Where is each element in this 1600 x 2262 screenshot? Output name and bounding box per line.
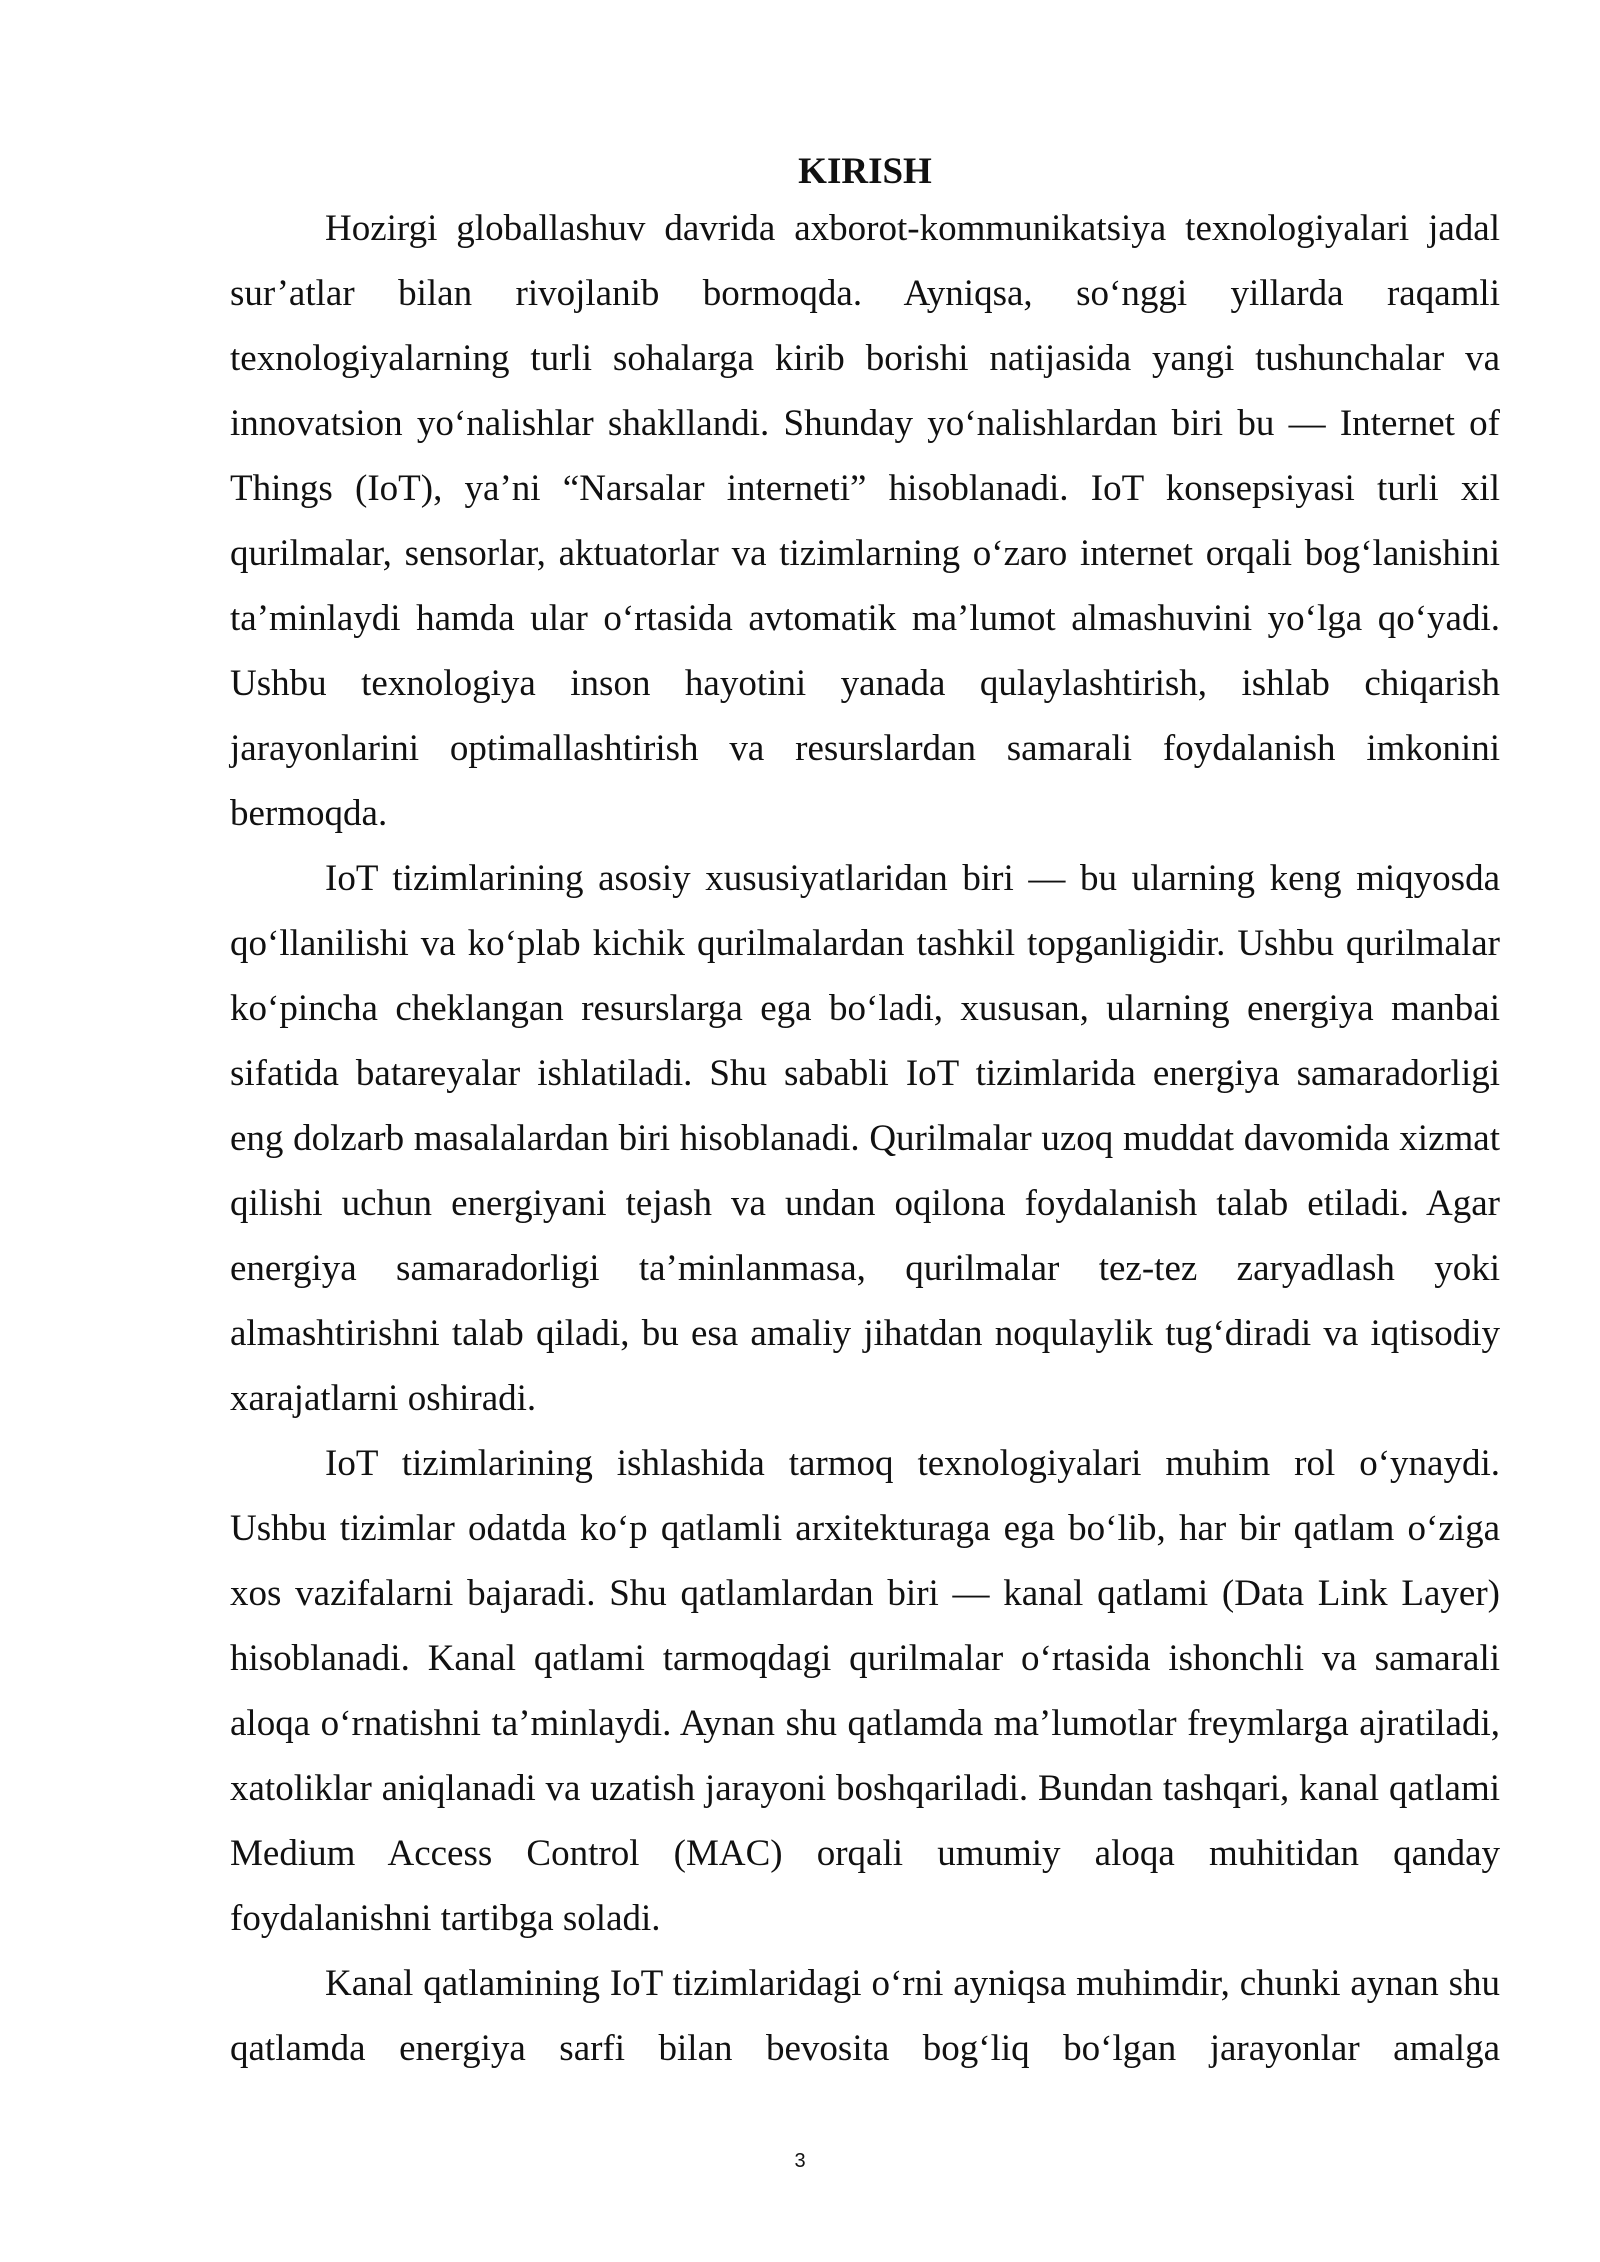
paragraph-4: Kanal qatlamining IoT tizimlaridagi o‘rni ayniqsa muhimdir, chunki aynan shu qatlamda energiya sarfi bilan bevosita bog‘liq bo‘lgan jarayonlar amalga (230, 1963, 1500, 2070)
paragraph-1: Hozirgi globallashuv davrida axborot-kommunikatsiya texnologiyalari jadal sur’atlar bilan rivojlanib bormoqda. Ayniqsa, so‘nggi yillarda raqamli texnologiyalarning turli sohalarga kirib borishi natijasida yangi tushunchalar va innovatsion yo‘nalishlar shakllandi. Shunday yo‘nalishlardan biri bu — Internet of Things (IoT), ya’ni “Narsalar interneti” hisoblanadi. IoT konsepsiyasi turli xil qurilmalar, sensorlar, aktuatorlar va tizimlarning o‘zaro internet orqali bog‘lanishini ta’minlaydi hamda ular o‘rtasida avtomatik ma’lumot almashuvini yo‘lga qo‘yadi. Ushbu texnologiya inson hayotini yanada qulaylashtirish, ishlab chiqarish jarayonlarini optimallashtirish va resurslardan samarali foydalanish imkonini bermoqda. (230, 208, 1500, 835)
paragraph-2: IoT tizimlarining asosiy xususiyatlaridan biri — bu ularning keng miqyosda qo‘llanilishi va ko‘plab kichik qurilmalardan tashkil topganligidir. Ushbu qurilmalar ko‘pincha cheklangan resurslarga ega bo‘ladi, xususan, ularning energiya manbai sifatida batareyalar ishlatiladi. Shu sababli IoT tizimlarida energiya samaradorligi eng dolzarb masalalardan biri hisoblanadi. Qurilmalar uzoq muddat davomida xizmat qilishi uchun energiyani tejash va undan oqilona foydalanish talab etiladi. Agar energiya samaradorligi ta’minlanmasa, qurilmalar tez-tez zaryadlash yoki almashtirishni talab qiladi, bu esa amaliy jihatdan noqulaylik tug‘diradi va iqtisodiy xarajatlarni oshiradi. (230, 858, 1500, 1420)
page-content (230, 148, 1500, 2081)
section-heading: KIRISH (798, 151, 932, 192)
paragraph-3: IoT tizimlarining ishlashida tarmoq texnologiyalari muhim rol o‘ynaydi. Ushbu tizimlar odatda ko‘p qatlamli arxitekturaga ega bo‘lib, har bir qatlam o‘ziga xos vazifalarni bajaradi. Shu qatlamlardan biri — kanal qatlami (Data Link Layer) hisoblanadi. Kanal qatlami tarmoqdagi qurilmalar o‘rtasida ishonchli va samarali aloqa o‘rnatishni ta’minlaydi. Aynan shu qatlamda ma’lumotlar freymlarga ajratiladi, xatoliklar aniqlanadi va uzatish jarayoni boshqariladi. Bundan tashqari, kanal qatlami Medium Access Control (MAC) orqali umumiy aloqa muhitidan qanday foydalanishni tartibga soladi. (230, 1443, 1500, 1940)
page-number: 3 (794, 2150, 806, 2172)
